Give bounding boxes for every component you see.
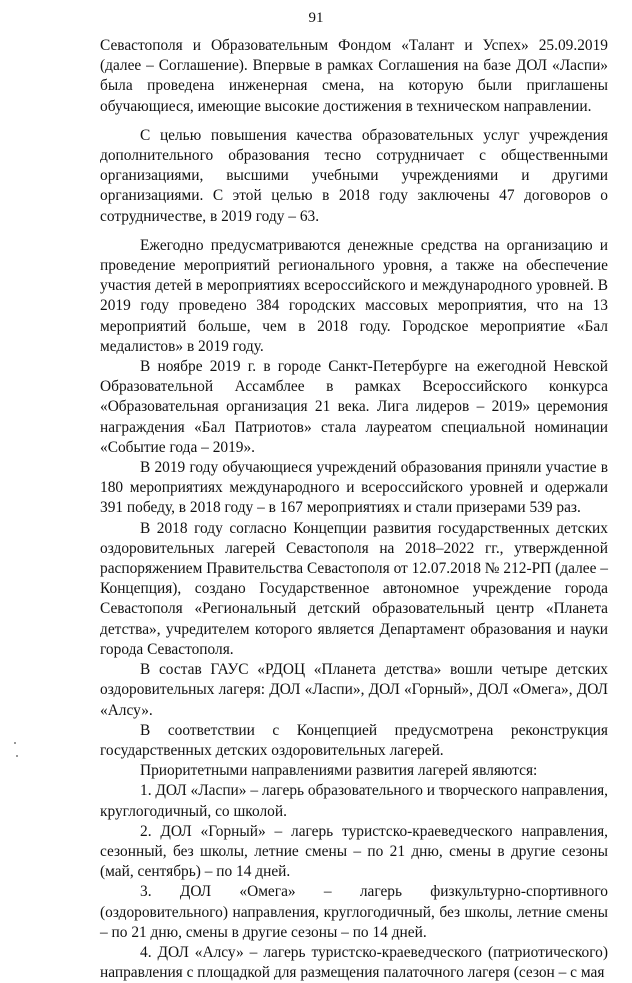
paragraph-cooperation: С целью повышения качества образовательных услуг учреждения дополнительного образования тесно сотрудничает с общественными организациями, высшими учебными учреждениями и другими организациями. С этой целью в 2018 году заключены 47 договоров о сотрудничестве, в 2019 году – 63. (100, 126, 608, 225)
paragraph-agreement-continuation: Севастополя и Образовательным Фондом «Талант и Успех» 25.09.2019 (далее – Соглашение). Впервые в рамках Соглашения на базе ДОЛ «Ласпи» была проведена инженерная смена, на которую были приглашены обучающиеся, имеющие высокие достижения в техническом направлении. (100, 37, 608, 115)
page-body (100, 36, 608, 983)
paragraph-concept: В 2018 году согласно Концепции развития государственных детских оздоровительных лагерей Севастополя на 2018–2022 гг., утвержденной распоряжением Правительства Севастополя от 12.07.2018 № 212-РП (далее – Концепция), создано Государственное автономное учреждение города Севастополя «Региональный детский образовательный центр «Планета детства», учредителем которого является Департамент образования и науки города Севастополя. (100, 519, 608, 658)
list-item-laspi: 1. ДОЛ «Ласпи» – лагерь образовательного и творческого направления, круглогодичный, со школой. (100, 782, 609, 820)
list-item-gorny: 2. ДОЛ «Горный» – лагерь туристско-краеведческого направления, сезонный, без школы, летние смены – по 21 дню, смены в другие сезоны (май, сентябрь) – по 14 дней. (100, 822, 608, 881)
page-number: 91 (308, 10, 324, 26)
list-item-alsu: 4. ДОЛ «Алсу» – лагерь туристско-краеведческого (патриотического) направления с площадкой для размещения палаточного лагеря (сезон – с мая (100, 943, 608, 982)
paragraph-nevsky-assembly: В ноябре 2019 г. в городе Санкт-Петербурге на ежегодной Невской Образовательной Ассамблее в рамках Всероссийского конкурса «Образовательная организация 21 века. Лига лидеров – 2019» церемония награждения «Бал Патриотов» стала лауреатом специальной номинации «Событие года – 2019». (100, 358, 608, 456)
scan-speck (14, 742, 16, 744)
paragraph-priorities-heading: Приоритетными направлениями развития лагерей являются: (140, 762, 538, 780)
list-item-omega: 3. ДОЛ «Омега» – лагерь физкультурно-спортивного (оздоровительного) направления, круглогодичный, без школы, летние смены – по 21 дню, смены в другие сезоны – по 14 дней. (100, 883, 608, 941)
paragraph-camps-composition: В состав ГАУС «РДОЦ «Планета детства» вошли четыре детских оздоровительных лагеря: ДОЛ «Ласпи», ДОЛ «Горный», ДОЛ «Омега», ДОЛ «Алсу». (100, 661, 608, 719)
paragraph-competition-results: В 2019 году обучающиеся учреждений образования приняли участие в 180 мероприятиях международного и всероссийского уровней и одержали 391 победу, в 2018 году – в 167 мероприятиях и стали призерами 539 раз. (100, 459, 608, 517)
paragraph-regional-events: Ежегодно предусматриваются денежные средства на организацию и проведение мероприятий регионального уровня, а также на обеспечение участия детей в мероприятиях всероссийского и международного уровней. В 2019 году проведено 384 городских массовых мероприятия, что на 13 мероприятий больше, чем в 2018 году. Городское мероприятие «Бал медалистов» в 2019 году. (100, 236, 608, 355)
paragraph-reconstruction: В соответствии с Концепцией предусмотрена реконструкция государственных детских оздоровительных лагерей. (100, 721, 608, 759)
scan-speck (16, 755, 18, 757)
